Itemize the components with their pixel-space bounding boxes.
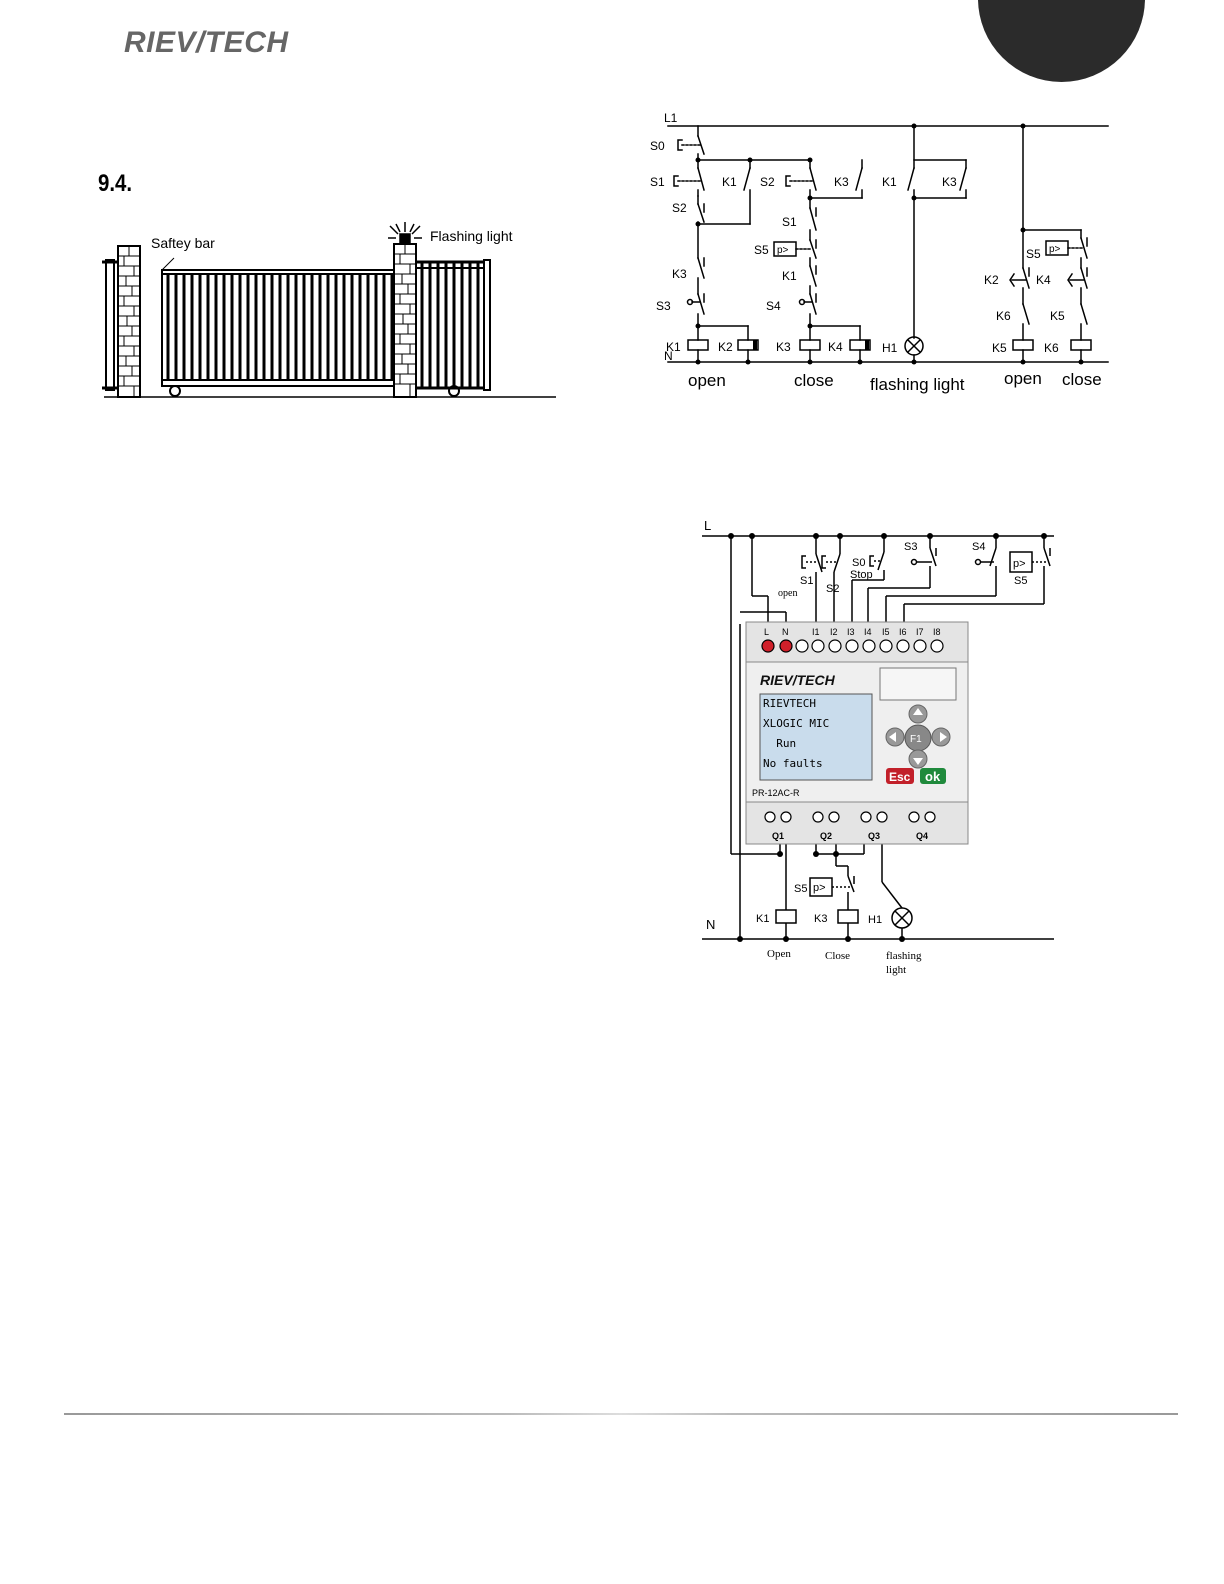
input-i7: I7 [916,627,924,637]
label-k2-coil: K2 [718,340,733,354]
relay-circuit-diagram [640,108,1120,398]
corner-decoration [978,0,1145,82]
label-s2: S2 [672,201,687,215]
output-q2: Q2 [820,831,833,841]
plc-wiring-diagram [696,512,1062,982]
caption-flashing: flashing [886,950,922,962]
label-k4-col5: K4 [1036,273,1051,287]
input-i5: I5 [882,627,890,637]
label-k1-plc: K1 [756,913,770,925]
label-s4: S4 [766,299,781,313]
label-s1: S1 [650,175,665,189]
label-s5-output: S5 [794,883,808,895]
output-q4: Q4 [916,831,929,841]
label-p-output: p> [813,882,826,894]
esc-key-label: Esc [889,770,911,784]
section-number: 9.4. [98,170,133,197]
input-i4: I4 [864,627,872,637]
input-i3: I3 [847,627,855,637]
label-s2-plc: S2 [826,583,840,595]
label-k5-col5: K5 [1050,309,1065,323]
ok-key-label: ok [925,769,941,784]
label-s5-plc: S5 [1014,575,1028,587]
display-line-1: RIEVTECH [763,697,816,710]
label-k3-col3: K3 [942,175,957,189]
caption-close-2: close [1062,370,1102,389]
label-l: L [704,518,712,533]
caption-flashing-light: flashing light [870,375,965,394]
label-k1-col3: K1 [882,175,897,189]
caption-close-plc: Close [825,950,851,962]
label-s0: S0 [650,139,665,153]
flashing-light-label: Flashing light [430,228,513,244]
label-k5-coil: K5 [992,341,1007,355]
terminal-n: N [782,627,789,637]
sliding-gate-body [162,270,394,386]
label-n-plc: N [706,917,716,932]
sliding-gate-illustration [96,222,562,402]
label-l1: L1 [664,111,678,125]
input-i2: I2 [830,627,838,637]
display-line-3: Run [763,737,797,750]
caption-close: close [794,371,834,390]
right-brick-pillar [394,244,416,397]
left-brick-pillar [118,246,140,397]
label-p-col2: p> [777,245,789,256]
plc-model: PR-12AC-R [752,788,800,798]
output-q1: Q1 [772,831,785,841]
label-stop: Stop [850,569,873,581]
label-s4-plc: S4 [972,541,986,553]
label-k2-col4: K2 [984,273,999,287]
label-k6-coil: K6 [1044,341,1059,355]
label-s1-plc: S1 [800,575,814,587]
terminal-l: L [764,627,770,637]
label-s3-plc: S3 [904,541,918,553]
label-s0-plc: S0 [852,557,866,569]
flashing-light-icon [388,222,422,244]
label-p-col4: p> [1049,244,1061,255]
caption-open-plc: Open [767,948,791,960]
label-s1-col2: S1 [782,215,797,229]
fixed-fence [416,260,490,390]
input-i6: I6 [899,627,907,637]
label-k1-col2: K1 [782,269,797,283]
f1-key-label: F1 [910,734,922,745]
input-i8: I8 [933,627,941,637]
display-line-2: XLOGIC MIC [763,717,830,730]
label-s2-col2: S2 [760,175,775,189]
plc-brand: RIEV/TECH [760,672,835,688]
plc-device [746,622,968,844]
label-s1-open: open [778,588,798,599]
label-k1-coil: K1 [666,340,681,354]
input-i1: I1 [812,627,820,637]
label-h1: H1 [882,341,898,355]
caption-open-2: open [1004,369,1042,388]
footer-divider [64,1413,1178,1415]
label-s3: S3 [656,299,671,313]
safety-bar-label: Saftey bar [151,235,215,251]
label-k6-col4: K6 [996,309,1011,323]
label-k4-coil: K4 [828,340,843,354]
label-k3-coil: K3 [776,340,791,354]
label-p-plc: p> [1013,558,1026,570]
label-n: N [664,349,673,363]
caption-light: light [886,964,907,976]
output-q3: Q3 [868,831,881,841]
label-k3-hold: K3 [834,175,849,189]
display-line-4: No faults [763,757,823,770]
label-k3: K3 [672,267,687,281]
caption-open: open [688,371,726,390]
brand-logo: RIEV/TECH [124,26,289,59]
label-s5-col2: S5 [754,243,769,257]
label-h1-plc: H1 [868,914,883,926]
label-s5-col4: S5 [1026,247,1041,261]
label-k1-hold: K1 [722,175,737,189]
label-k3-plc: K3 [814,913,828,925]
